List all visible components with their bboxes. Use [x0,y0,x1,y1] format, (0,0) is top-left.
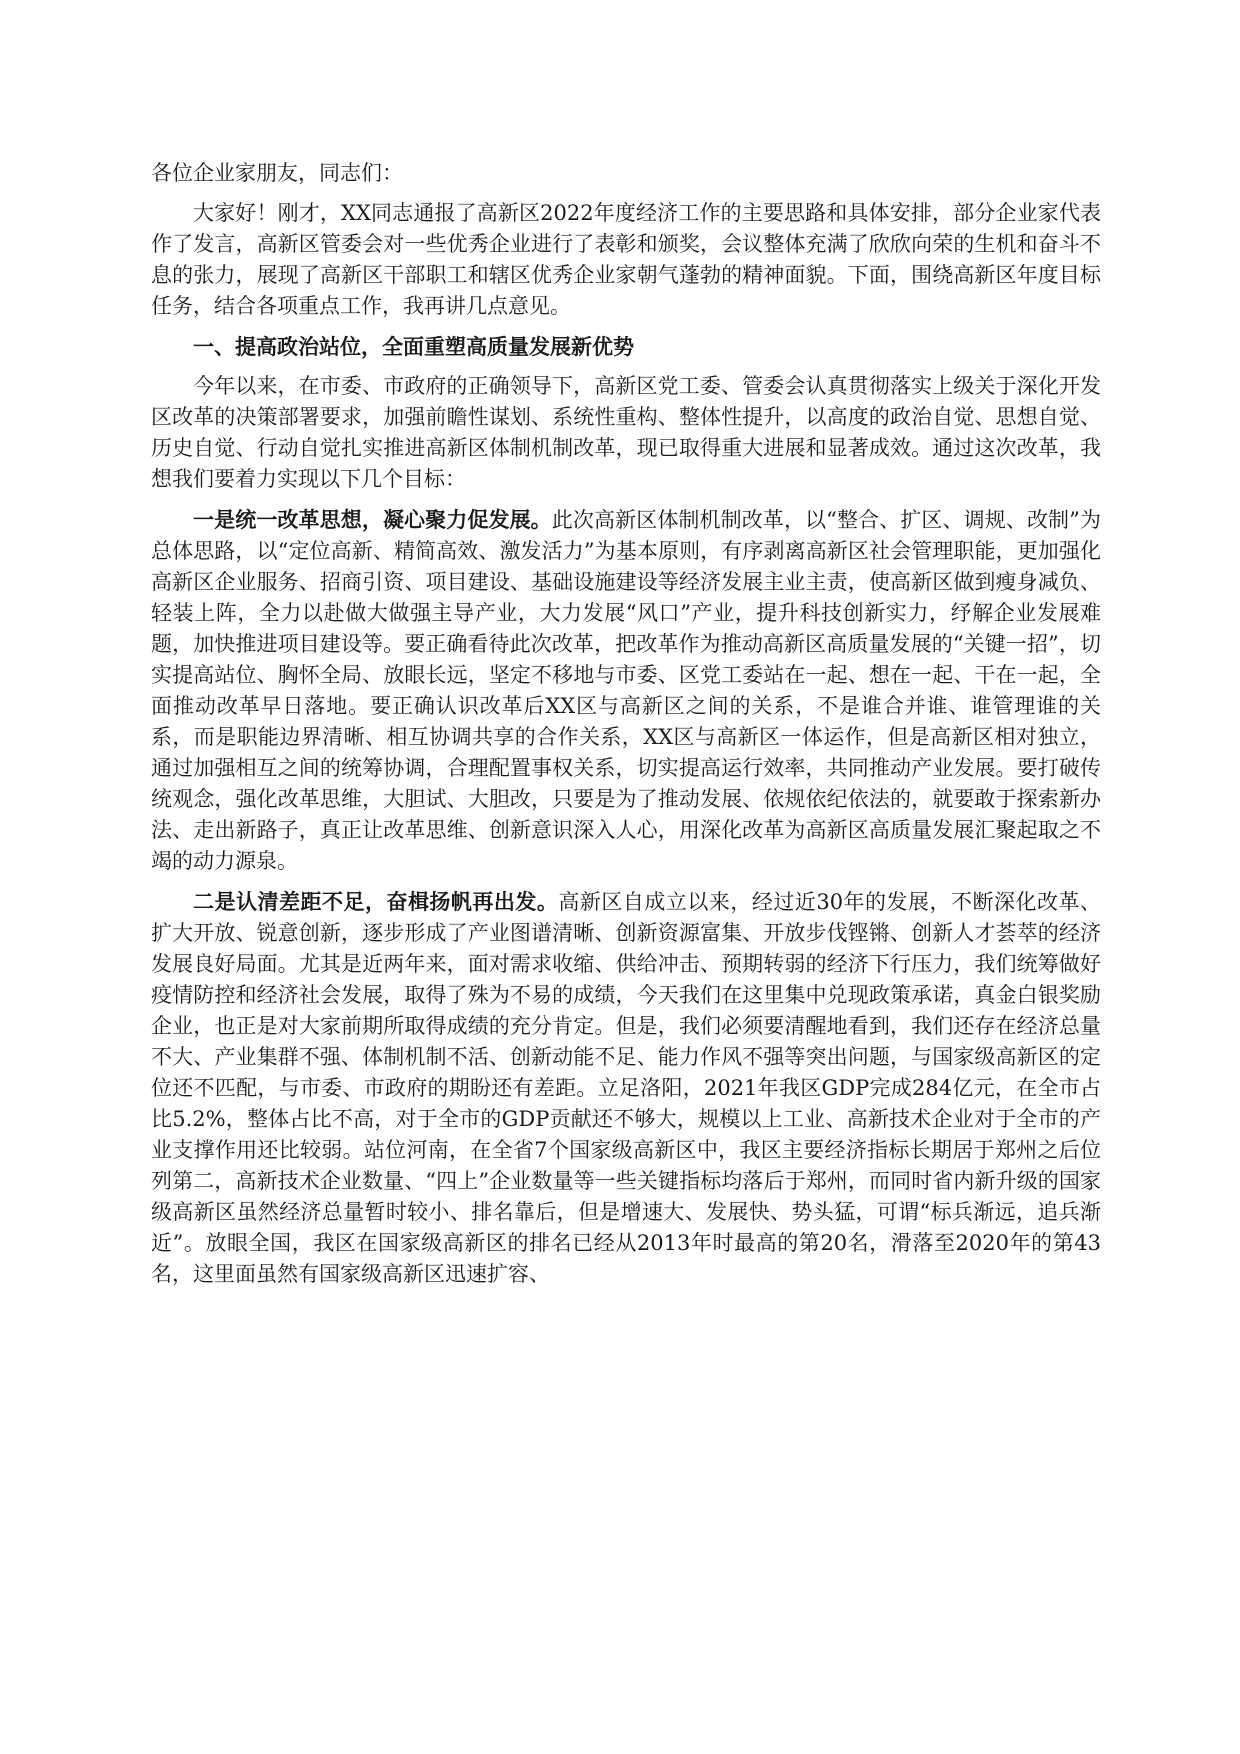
point-two-lead: 二是认清差距不足，奋楫扬帆再出发。 [193,889,559,914]
point-one-lead: 一是统一改革思想，凝心聚力促发展。 [193,507,552,532]
point-two-body: 高新区自成立以来，经过近30年的发展，不断深化改革、扩大开放、锐意创新，逐步形成了产业图谱清晰、创新资源富集、开放步伐铿锵、创新人才荟萃的经济发展良好局面。尤其是近两年来，面对需求收缩、供给冲击、预期转弱的经济下行压力，我们统筹做好疫情防控和经济社会发展，取得了殊为不易的成绩，今天我们在这里集中兑现政策承诺，真金白银奖励企业，也正是对大家前期所取得成绩的充分肯定。但是，我们必须要清醒地看到，我们还存在经济总量不大、产业集群不强、体制机制不活、创新动能不足、能力作风不强等突出问题，与国家级高新区的定位还不匹配，与市委、市政府的期盼还有差距。立足洛阳，2021年我区GDP完成284亿元，在全市占比5.2%，整体占比不高，对于全市的GDP贡献还不够大，规模以上工业、高新技术企业对于全市的产业支撑作用还比较弱。站位河南，在全省7个国家级高新区中，我区主要经济指标长期居于郑州之后位列第二，高新技术企业数量、“四上”企业数量等一些关键指标均落后于郑州，而同时省内新升级的国家级高新区虽然经济总量暂时较小、排名靠后，但是增速大、发展快、势头猛，可谓“标兵渐远，追兵渐近”。放眼全国，我区在国家级高新区的排名已经从2013年时最高的第20名，滑落至2020年的第43名，这里面虽然有国家级高新区迅速扩容、 [151,890,1101,1286]
paragraph-section-intro: 今年以来，在市委、市政府的正确领导下，高新区党工委、管委会认真贯彻落实上级关于深化开发区改革的决策部署要求，加强前瞻性谋划、系统性重构、整体性提升，以高度的政治自觉、思想自觉、历史自觉、行动自觉扎实推进高新区体制机制改革，现已取得重大进展和显著成效。通过这次改革，我想我们要着力实现以下几个目标： [151,374,1101,491]
point-one-body: 此次高新区体制机制改革，以“整合、扩区、调规、改制”为总体思路，以“定位高新、精简高效、激发活力”为基本原则，有序剥离高新区社会管理职能，更加强化高新区企业服务、招商引资、项目建设、基础设施建设等经济发展主业主责，使高新区做到瘦身减负、轻装上阵，全力以赴做大做强主导产业，大力发展“风口”产业，提升科技创新实力，纾解企业发展难题，加快推进项目建设等。要正确看待此次改革，把改革作为推动高新区高质量发展的“关键一招”，切实提高站位、胸怀全局、放眼长远，坚定不移地与市委、区党工委站在一起、想在一起、干在一起，全面推动改革早日落地。要正确认识改革后XX区与高新区之间的关系，不是谁合并谁、谁管理谁的关系，而是职能边界清晰、相互协调共享的合作关系，XX区与高新区一体运作，但是高新区相对独立，通过加强相互之间的统筹协调，合理配置事权关系，切实提高运行效率，共同推动产业发展。要打破传统观念，强化改革思维，大胆试、大胆改，只要是为了推动发展、依规依纪依法的，就要敢于探索新办法、走出新路子，真正让改革思维、创新意识深入人心，用深化改革为高新区高质量发展汇聚起取之不竭的动力源泉。 [151,508,1101,873]
paragraph-point-two [151,886,1101,1290]
paragraph-opening: 大家好！刚才，XX同志通报了高新区2022年度经济工作的主要思路和具体安排，部分企业家代表作了发言，高新区管委会对一些优秀企业进行了表彰和颁奖，会议整体充满了欣欣向荣的生机和奋斗不息的张力，展现了高新区干部职工和辖区优秀企业家朝气蓬勃的精神面貌。下面，围绕高新区年度目标任务，结合各项重点工作，我再讲几点意见。 [151,201,1101,318]
paragraph-point-one [151,504,1101,877]
section-heading-1: 一、提高政治站位，全面重塑高质量发展新优势 [193,334,634,359]
document-page [151,158,1101,1299]
salutation: 各位企业家朋友，同志们： [151,161,403,185]
